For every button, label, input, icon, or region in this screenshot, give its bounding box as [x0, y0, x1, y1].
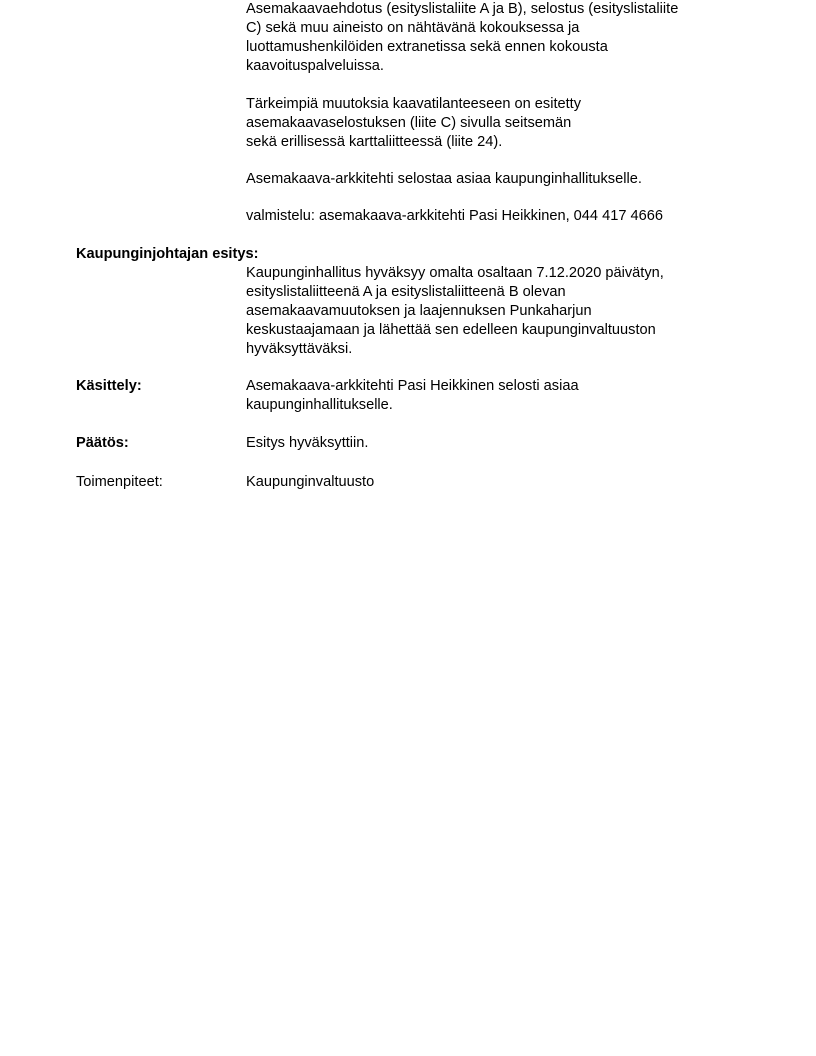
intro-para2-line-1: Tärkeimpiä muutoksia kaavatilanteeseen on esitetty — [246, 96, 582, 112]
proposal-heading: Kaupunginjohtajan esitys: — [76, 246, 259, 262]
intro-para1-line-2: C) sekä muu aineisto on nähtävänä kokouksessa ja — [246, 20, 580, 36]
actions-label: Toimenpiteet: — [76, 474, 163, 490]
intro-para1-line-3: luottamushenkilöiden extranetissa sekä ennen kokousta — [246, 39, 608, 55]
proposal-line-5: hyväksyttäväksi. — [246, 341, 353, 357]
handling-line-1: Asemakaava-arkkitehti Pasi Heikkinen selosti asiaa — [246, 378, 579, 394]
intro-para2-line-3: sekä erillisessä karttaliitteessä (liite 24). — [246, 134, 503, 150]
proposal-line-3: asemakaavamuutoksen ja laajennuksen Punkaharjun — [246, 303, 592, 319]
preparation-line: valmistelu: asemakaava-arkkitehti Pasi Heikkinen, 044 417 4666 — [246, 208, 663, 224]
decision-text: Esitys hyväksyttiin. — [246, 435, 369, 451]
handling-line-2: kaupunginhallitukselle. — [246, 397, 393, 413]
intro-para1-line-4: kaavoituspalveluissa. — [246, 58, 384, 74]
intro-para3: Asemakaava-arkkitehti selostaa asiaa kaupunginhallitukselle. — [246, 171, 642, 187]
intro-para1-line-1: Asemakaavaehdotus (esityslistaliite A ja B), selostus (esityslistaliite — [246, 1, 679, 17]
proposal-line-4: keskustaajamaan ja lähettää sen edelleen kaupunginvaltuuston — [246, 322, 656, 338]
decision-label: Päätös: — [76, 435, 129, 451]
actions-text: Kaupunginvaltuusto — [246, 474, 375, 490]
proposal-line-1: Kaupunginhallitus hyväksyy omalta osaltaan 7.12.2020 päivätyn, — [246, 265, 664, 281]
intro-para2-line-2: asemakaavaselostuksen (liite C) sivulla seitsemän — [246, 115, 572, 131]
proposal-line-2: esityslistaliitteenä A ja esityslistaliitteenä B olevan — [246, 284, 566, 300]
handling-label: Käsittely: — [76, 378, 142, 394]
